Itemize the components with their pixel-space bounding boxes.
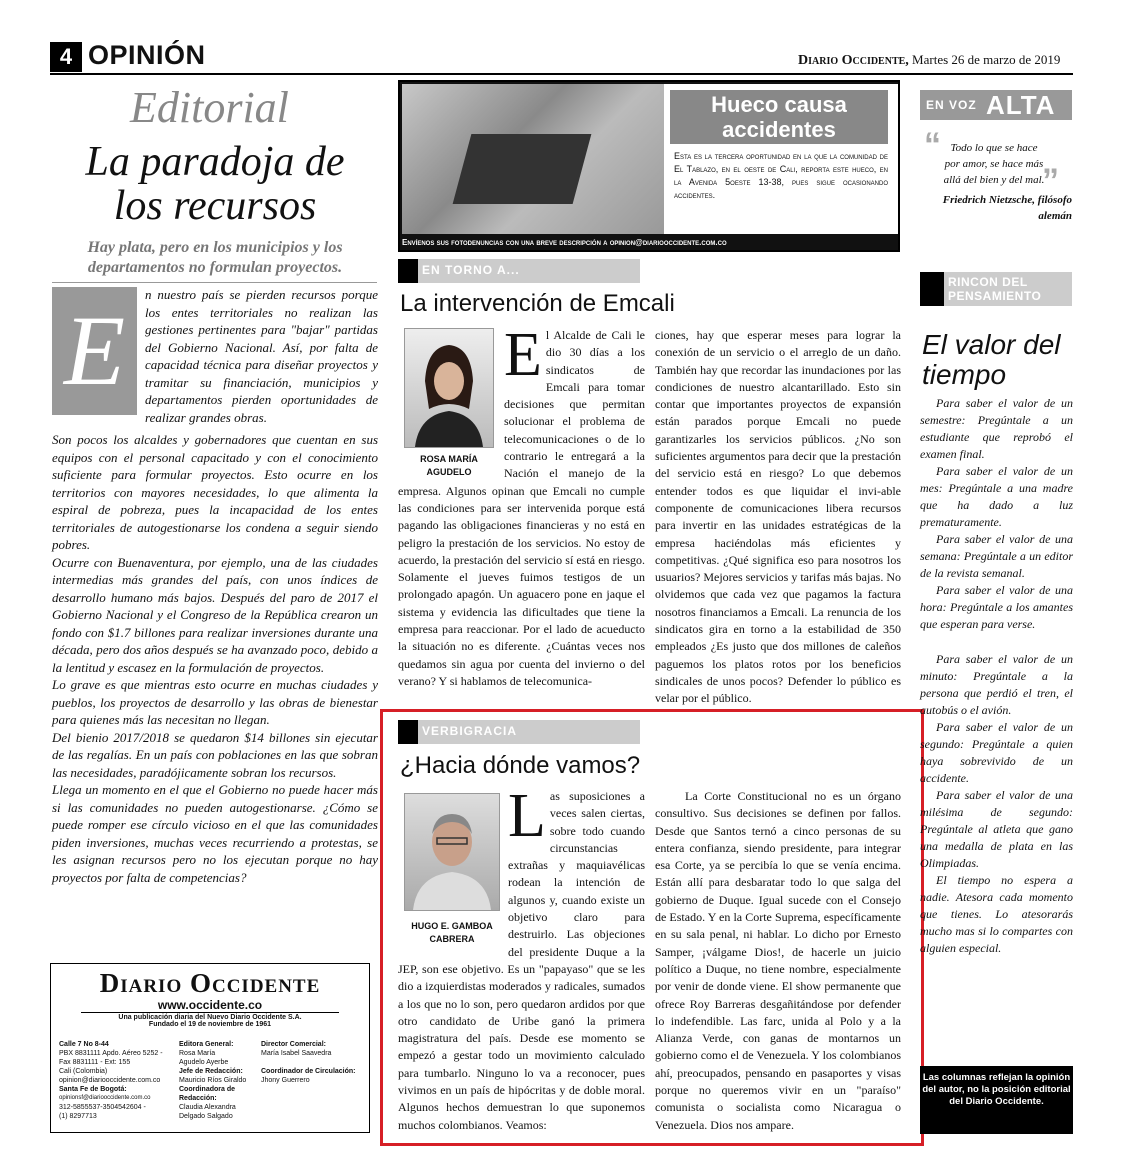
editorial-dropcap: E	[52, 287, 137, 415]
column-kicker: EN TORNO A...	[422, 263, 520, 277]
imprint-line: Mauricio Ríos Giraldo	[179, 1077, 247, 1084]
imprint-line: 312-5855537-3504542604 -	[59, 1104, 146, 1111]
imprint-line: Editora General:	[179, 1041, 234, 1048]
rincon-label: RINCON DEL PENSAMIENTO	[948, 275, 1042, 303]
paper-name: Diario Occidente,	[798, 53, 909, 68]
photo-report-caption: Envíenos sus fotodenuncias con una breve descripción a opinion@diariooccidente.com.co	[402, 238, 727, 247]
paragraph: Para saber el valor de una hora: Pregúntale a los amantes que esperan para verse.	[920, 583, 1073, 631]
imprint-line: Delgado Salgado	[179, 1113, 233, 1120]
imprint-line: Jhony Guerrero	[261, 1077, 310, 1084]
en-voz-label: EN VOZ	[926, 98, 977, 112]
close-quote-icon: ”	[1042, 162, 1059, 200]
imprint-line: PBX 8831111 Apdo. Aéreo 5252 -	[59, 1050, 163, 1057]
paragraph: Llega un momento en el que el Gobierno no puede hacer más si las comunidades no pueden autogestionarse. ¿Cómo se puede romper ese círculo vicioso en el que las comunidades piden inversiones, muchas veces recurriendo a protestas, se les asignan recursos pero no los ejecutan porque no hay proyectos por falta de competencias?	[52, 782, 378, 885]
imprint-line: Coordinador de Circulación:	[261, 1068, 356, 1075]
imprint-line: opinionsf@diariooccidente.com.co	[59, 1095, 151, 1101]
column-title: La intervención de Emcali	[400, 290, 675, 317]
paragraph: Para saber el valor de un minuto: Pregúntale a la persona que perdió el tren, el autobús o el avión.	[920, 652, 1073, 717]
imprint-line: opinion@diariooccidente.com.co	[59, 1077, 161, 1084]
imprint-contact	[59, 1040, 167, 1121]
column-body: l Alcalde de Cali le dio 30 días a los sindicatos de Emcali para tomar decisiones que permitan solucionar el problema de telecomunicaciones o de lo contrario le entregará a la Nación el manejo de la empresa. Algunos opinan que Emcali no cumple las condiciones para ser intervenida porque está pagando las obligaciones financieras y no está en peligro la prestación de los servicios. No estoy de acuerdo, la prestación del servicio sí está en riesgo. Solamente el jueves fuimos testigos de un prolongado apagón. Un aguacero pone en jaque el sistema y evidencia las dificultades que tiene la empresa para reaccionar. Por el lado de acueducto la situación no es diferente. ¿Cuántas veces nos quedamos sin agua por cuenta del invierno o del verano? Y si hablamos de telecomunica-	[398, 328, 645, 688]
section-title: OPINIÓN	[88, 40, 206, 70]
imprint-line: Cali (Colombia)	[59, 1068, 108, 1075]
imprint-line: Director Comercial:	[261, 1041, 326, 1048]
column-text-1	[398, 782, 645, 1134]
imprint-pub-line: Una publicación diaria del Nuevo Diario Occidente S.A.	[118, 1014, 302, 1021]
divider	[52, 282, 377, 283]
kicker-square	[920, 272, 944, 306]
quote-author: Friedrich Nietzsche, filósofo alemán	[942, 194, 1072, 222]
rincon-body	[920, 395, 1073, 957]
imprint-line: Calle 7 No 8-44	[59, 1041, 109, 1048]
paragraph: Para saber el valor de una milésima de segundo: Pregúntale al atleta que gano una medalla de plata en las Olimpiadas.	[920, 788, 1073, 870]
editorial-intro: n nuestro país se pierden recursos porque los entes territoriales no realizan las gestiones pertinentes para "bajar" partidas del Gobierno Nacional. Así, por falta de capacidad técnica para diseñar proyectos y tramitar su financiación, municipios y departamentos pierden oportunidades de realizar grandes obras.	[145, 287, 378, 425]
imprint-line: Agudelo Ayerbe	[179, 1059, 229, 1066]
quote-box	[922, 126, 1072, 224]
disclaimer-box: Las columnas reflejan la opinión del autor, no la posición editorial del Diario Occidente.	[920, 1066, 1073, 1134]
editorial-kicker: Editorial	[130, 83, 289, 132]
page-number: 4	[50, 42, 82, 72]
imprint-line: Redacción:	[179, 1095, 217, 1102]
imprint-line: (1) 8297713	[59, 1113, 97, 1120]
header-rule	[50, 73, 1073, 75]
imprint-staff	[179, 1040, 259, 1121]
paragraph: El tiempo no espera a nadie. Atesora cada momento que tienes. Lo atesorarás mucho mas si lo compartes con alguien especial.	[920, 873, 1073, 955]
column-body: as suposiciones a veces salen ciertas, sobre todo cuando circunstancias extrañas y maquiavélicas rodean la intención de algunos y, cuando existe un objetivo claro para destruirlo. Las objeciones del presidente Duque a la JEP, son ese objetivo. Es un "papayaso" que se les dio a izquierdistas moderados y radicales, sumados a los que no lo son, pero quedaron ardidos por que otro candidato de Uribe ganó la primera magistratura del país. Desde ese momento se empezó a gestar todo un movimiento calculado para tumbarlo. Ninguno lo va a reconocer, pues vivimos en un país de hipócritas y de doble moral. Algunos hechos demuestran lo que suponemos muchos colombianos. Veamos:	[398, 789, 645, 1132]
editorial-title: La paradoja de los recursos	[85, 139, 345, 229]
kicker-square	[398, 720, 418, 744]
divider	[81, 1012, 339, 1013]
kicker-square	[398, 259, 418, 283]
column-text-2: ciones, hay que esperar meses para lograr la conexión de un servicio o el arreglo de un daño. También hay que recordar las inundaciones por las condiciones de nuestro alcantarillado. Esto sin contar que importantes proyectos de expansión están parados porque Emcali no puede garantizarles los servicios públicos. ¿No son suficientes argumentos para decir que la prestación del servicio está en riesgo? Lo que debemos entender todos es que liquidar el invi-able componente de comunicaciones libera recursos para invertir en las unidades estratégicas de la empresa haciéndolas más eficientes y competitivas. ¿Qué significa eso para nosotros los usuarios? Mejores servicios y tarifas más bajas. No olvidemos que cada vez que pagamos la factura nosotros financiamos a Emcali. La renuncia de los sindicatos gira en torno a la estabilidad de 350 empleados ¿Es justo que dos millones de caleños paguemos los platos rotos por los beneficios sindicales de unos pocos? Defender lo público es velar por el público.	[655, 328, 901, 706]
float-spacer	[398, 788, 508, 958]
open-quote-icon: “	[924, 126, 941, 164]
column-kicker: VERBIGRACIA	[422, 724, 518, 738]
paragraph: Para saber el valor de un semestre: Pregúntale a un estudiante que reprobó el examen final.	[920, 396, 1073, 461]
imprint-line: Jefe de Redacción:	[179, 1068, 243, 1075]
photo-report-description: Esta es la tercera oportunidad en la que la comunidad de El Tablazo, en el oeste de Cali, reporta este hueco, en la Avenida 5oeste 13-38, pues sigue ocasionando accidentes.	[674, 151, 888, 200]
rincon-title: El valor del tiempo	[922, 329, 1061, 390]
column-text-2: La Corte Constitucional no es un órgano consultivo. Sus decisiones se definen por fallos. Desde que Santos ternó a cinco personas de su entera confianza, siendo presidente, para integrar esa Corte, ya se percibía lo que se venía encima. Están allí para desbaratar todo lo que salga del gobierno de Duque. Igual sucede con el Consejo de Estado. Y en la Corte Suprema, específicamente en su sala penal, ni hablar. Lo dicho por Ernesto Samper, ¡válgame Dios!, de hacerle un juicio político a Duque, no tiene nombre, especialmente por venir de donde viene. El show permanente que ofrece Roy Barreras desgañitándose por defender lo indefendible. Las farc, unida al Polo y a la Alianza Verde, con ganas de montarnos un gobierno como el de Venezuela. Y los colombianos ahí, preocupados, pensando en pasaportes y visas porque no queremos vivir en un "paraíso" comunista o socialista como Nicaragua o Venezuela. Dios nos ampare.	[655, 789, 901, 1132]
column-title: ¿Hacia dónde vamos?	[400, 752, 641, 779]
imprint-url[interactable]: www.occidente.co	[157, 998, 263, 1012]
masthead-date	[798, 52, 1060, 69]
column-dropcap: E	[504, 321, 542, 389]
quote-text: Todo lo que se hace por amor, se hace más allá del bien y del mal.	[943, 142, 1045, 186]
paragraph: Ocurre con Buenaventura, por ejemplo, una de las ciudades intermedias más grandes del país, con unos índices de desarrollo humano más bajos. Después del paro de 2017 el Gobierno Nacional y el Congreso de la República crearon un fondo con $1.7 billones para realizar inversiones durante una década, pero dos años después se ha avanzado poco, debido a la lentitud y escasez en la formulación de proyectos.	[52, 554, 378, 675]
paragraph: Para saber el valor de un segundo: Pregúntale a quien haya sobrevivido de un accidente.	[920, 720, 1073, 785]
imprint-line: Fax 8831111 - Ext: 155	[59, 1059, 131, 1066]
column-kicker-bar	[398, 259, 640, 283]
imprint-line: María Isabel Saavedra	[261, 1050, 332, 1057]
en-voz-alta-bar	[920, 90, 1072, 120]
issue-date: Martes 26 de marzo de 2019	[912, 52, 1061, 67]
photo-report-title: Hueco causa accidentes	[670, 90, 888, 144]
imprint-line: Coordinadora de	[179, 1086, 236, 1093]
column-kicker-bar	[398, 720, 640, 744]
column-dropcap: L	[508, 782, 546, 850]
imprint-publication	[51, 1014, 369, 1028]
paragraph: Son pocos los alcaldes y gobernadores que cuentan en sus equipos con el personal capacitado y con el conocimiento suficiente para formular proyectos. Esto ocurre en los territorios con mayores necesidades, lo que alimenta la espiral de pobreza, pues la incapacidad de los entes territoriales de autogestionarse los condena a seguir siendo pobres.	[52, 432, 378, 552]
author-name: ROSA MARÍA AGUDELO	[420, 454, 478, 477]
rincon-bar	[920, 272, 1072, 306]
pothole-photo	[402, 84, 664, 234]
paragraph: Para saber el valor de una semana: Pregúntale a un editor de la revista semanal.	[920, 532, 1073, 580]
paragraph: Para saber el valor de un mes: Pregúntale a una madre que ha dado a luz prematuramente.	[920, 464, 1073, 529]
imprint-line	[261, 1058, 367, 1067]
imprint-name: Diario Occidente	[99, 968, 321, 998]
imprint-commercial	[261, 1040, 367, 1085]
author-name: HUGO E. GAMBOA CABRERA	[411, 921, 493, 944]
imprint-line: Claudia Alexandra	[179, 1104, 236, 1111]
column-text-1	[398, 321, 645, 690]
imprint-founded: Fundado el 19 de noviembre de 1961	[148, 1021, 272, 1028]
imprint-box	[50, 963, 370, 1133]
imprint-line: Rosa María	[179, 1050, 216, 1057]
imprint-line: Santa Fe de Bogotá:	[59, 1086, 127, 1093]
pothole-shape	[453, 134, 592, 204]
paragraph: Del bienio 2017/2018 se quedaron $14 billones sin ejecutar de las regalías. En un país con poblaciones en las que sobran las necesidades, paradójicamente sobran los recursos.	[52, 729, 378, 780]
editorial-subtitle: Hay plata, pero en los municipios y los departamentos no formulan proyectos.	[87, 239, 343, 276]
paragraph: Lo grave es que mientras esto ocurre en muchas ciudades y pueblos, los proyectos de desarrollo y las obras de bienestar para quienes más las necesitan no llegan.	[52, 677, 378, 727]
editorial-body	[52, 431, 378, 886]
float-spacer	[398, 327, 504, 467]
alta-label: ALTA	[986, 90, 1056, 120]
photo-report	[398, 80, 900, 252]
